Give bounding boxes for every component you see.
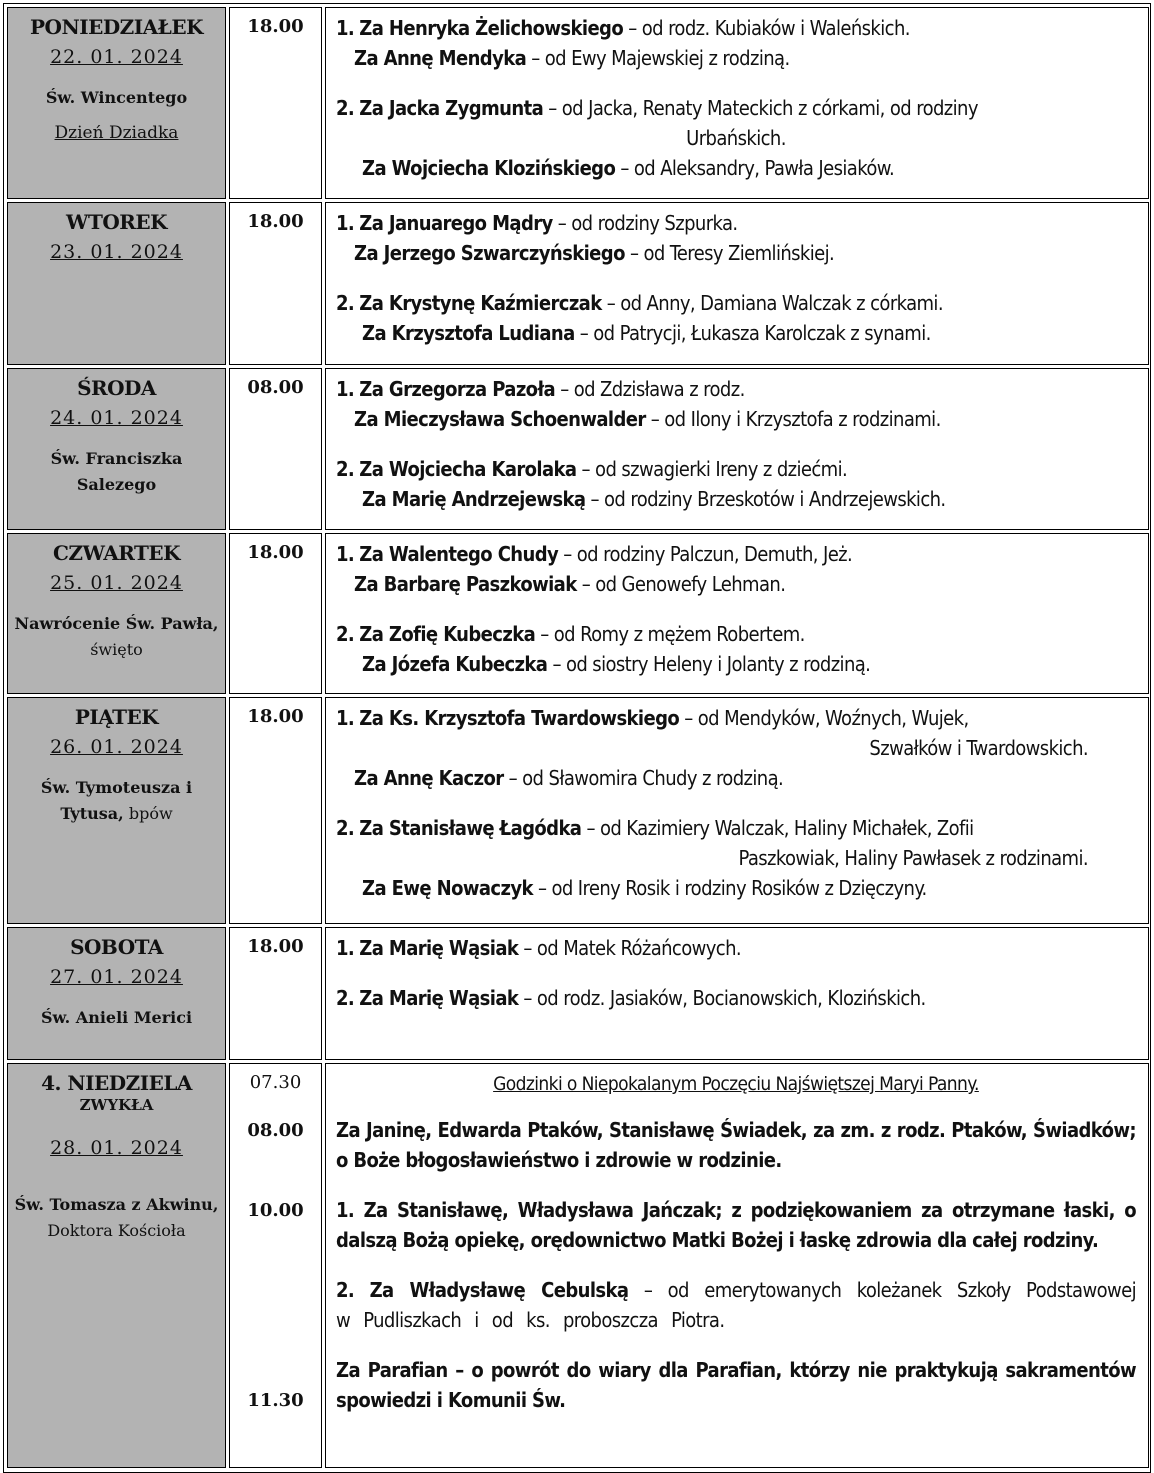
- intention-text: – od Anny, Damiana Walczak z córkami.: [601, 291, 943, 315]
- day-cell: [7, 697, 226, 924]
- saint-plain: bpów: [123, 804, 173, 823]
- day-name: ŚRODA: [77, 376, 156, 400]
- intention-line: [336, 404, 1136, 434]
- mass-time: 10.00: [247, 1200, 304, 1221]
- time-cell: [229, 368, 322, 530]
- intention-text: – od Aleksandry, Pawła Jesiaków.: [615, 156, 895, 180]
- day-name-sub: ZWYKŁA: [79, 1096, 154, 1114]
- intentions-cell: [325, 927, 1149, 1060]
- intention-line: [336, 649, 1136, 679]
- intention-text: – od Ewy Majewskiej z rodziną.: [526, 46, 790, 70]
- intention-text: – od szwagierki Ireny z dziećmi.: [576, 457, 848, 481]
- day-name: WTOREK: [65, 210, 167, 234]
- time-cell: [229, 533, 322, 694]
- mass-time: 08.00: [247, 377, 304, 398]
- intention-text: – od Ilony i Krzysztofa z rodzinami.: [645, 407, 941, 431]
- day-cell: [7, 927, 226, 1060]
- intention-text: – od Romy z mężem Robertem.: [535, 622, 805, 646]
- day-saint: [8, 1005, 225, 1031]
- intention-text: – od Kazimiery Walczak, Haliny Michałek, Zofii: [581, 816, 974, 840]
- schedule-row-day: [7, 533, 1149, 694]
- intention-name: Za Grzegorza Pazoła: [359, 377, 556, 401]
- mass-time: 18.00: [247, 542, 304, 563]
- intention-number: 1.: [336, 706, 355, 730]
- day-date: 23. 01. 2024: [50, 241, 183, 263]
- saint-name: Św. Wincentego: [45, 88, 188, 107]
- intention-name: Za Januarego Mądry: [359, 211, 553, 235]
- intention-text: – od Patrycji, Łukasza Karolczak z synami.: [574, 321, 931, 345]
- mass-time: 18.00: [247, 706, 304, 727]
- day-saint: [8, 611, 225, 663]
- saint-plain: Doktora Kościoła: [47, 1221, 186, 1240]
- intention-name: Za Krzysztofa Ludiana: [362, 321, 575, 345]
- day-name: 4. NIEDZIELA: [41, 1071, 192, 1095]
- intention-name: Za Marię Andrzejewską: [362, 487, 586, 511]
- intention-number: 2.: [336, 622, 355, 646]
- intention-text: – od rodziny Palczun, Demuth, Jeż.: [558, 542, 853, 566]
- day-name: SOBOTA: [70, 935, 163, 959]
- day-cell: [7, 7, 226, 199]
- intention-line: [336, 619, 1136, 649]
- intention-text: – od rodziny Szpurka.: [552, 211, 738, 235]
- intention-1130: Za Parafian – o powrót do wiary dla Parafian, którzy nie praktykują sakramentów spowiedzi i Komunii Św.: [336, 1358, 1136, 1412]
- mass-time: 07.30: [249, 1072, 302, 1093]
- intention-0800: Za Janinę, Edwarda Ptaków, Stanisławę Świadek, za zm. z rodz. Ptaków, Świadków; o Boże błogosławieństwo i zdrowie w rodzinie.: [336, 1118, 1136, 1172]
- intention-text: – od Teresy Ziemlińskiej.: [624, 241, 835, 265]
- day-cell-sunday: [7, 1063, 226, 1468]
- intention-line: [336, 93, 1136, 123]
- intention-name: Za Walentego Chudy: [359, 542, 559, 566]
- intention-line: [336, 374, 1136, 404]
- schedule-row-day: [7, 368, 1149, 530]
- intention-text: – od Sławomira Chudy z rodziną.: [503, 766, 784, 790]
- intention-number: 1.: [336, 542, 355, 566]
- intention-text: – od Mendyków, Woźnych, Wujek,: [679, 706, 969, 730]
- time-cell: [229, 697, 322, 924]
- saint-name: Św. Anieli Merici: [40, 1008, 193, 1027]
- mass-schedule-table: [4, 4, 1152, 1471]
- time-cell-sunday: [229, 1063, 322, 1468]
- intention-text: – od Zdzisława z rodz.: [555, 377, 745, 401]
- intention-1000-1: 1. Za Stanisławę, Władysława Jańczak; z podziękowaniem za otrzymane łaski, o dalszą Bożą opiekę, orędownictwo Matki Bożej i łaskę zdrowia dla całej rodziny.: [336, 1198, 1136, 1252]
- day-saint: [8, 1192, 225, 1244]
- intention-line: [336, 208, 1136, 238]
- mass-time: 11.30: [247, 1390, 304, 1411]
- intention-name: Za Mieczysława Schoenwalder: [354, 407, 646, 431]
- intention-text: – od siostry Heleny i Jolanty z rodziną.: [547, 652, 871, 676]
- intention-text: – od Jacka, Renaty Mateckich z córkami, od rodziny: [543, 96, 978, 120]
- intention-line: [336, 539, 1136, 569]
- intentions-cell: [325, 533, 1149, 694]
- intention-name: Za Barbarę Paszkowiak: [354, 572, 577, 596]
- intention-line: [336, 983, 1136, 1013]
- intention-line: [336, 13, 1136, 43]
- intention-number: 2.: [336, 457, 355, 481]
- intention-number: 2.: [336, 96, 355, 120]
- intention-line: [336, 43, 1136, 73]
- intention-line: [336, 703, 1136, 733]
- intention-line: [336, 933, 1136, 963]
- intentions-cell: [325, 368, 1149, 530]
- mass-time: 18.00: [247, 211, 304, 232]
- time-cell: [229, 7, 322, 199]
- schedule-row-sunday: [7, 1063, 1149, 1468]
- intention-line: [336, 569, 1136, 599]
- intention-name: Za Zofię Kubeczka: [359, 622, 536, 646]
- intention-name: Za Władysławę Cebulską: [369, 1278, 629, 1302]
- mass-time: 18.00: [247, 936, 304, 957]
- intention-name: Za Jerzego Szwarczyńskiego: [354, 241, 625, 265]
- intention-line: [336, 288, 1136, 318]
- saint-bold: Św. Tymoteusza i Tytusa,: [40, 778, 193, 823]
- intention-line: [336, 763, 1136, 793]
- day-saint: [8, 446, 225, 498]
- time-cell: [229, 202, 322, 365]
- intention-text: – od Genowefy Lehman.: [576, 572, 786, 596]
- mass-time: 08.00: [247, 1120, 304, 1141]
- intention-number: 2.: [336, 291, 355, 315]
- intention-continuation: Urbańskich.: [686, 126, 786, 150]
- intentions-cell: [325, 7, 1149, 199]
- intention-text: – od Ireny Rosik i rodziny Rosików z Dzięczyny.: [532, 876, 927, 900]
- intention-line: [336, 873, 1136, 903]
- intention-name: Za Wojciecha Klozińskiego: [362, 156, 616, 180]
- day-date: 22. 01. 2024: [50, 46, 183, 68]
- day-date: 27. 01. 2024: [50, 966, 183, 988]
- intention-line: [336, 318, 1136, 348]
- schedule-row-day: [7, 7, 1149, 199]
- intention-name: Za Annę Kaczor: [354, 766, 504, 790]
- day-date: 28. 01. 2024: [50, 1137, 183, 1159]
- intention-number: 2.: [336, 1278, 355, 1302]
- intention-line: [336, 484, 1136, 514]
- intention-name: Za Marię Wąsiak: [359, 986, 519, 1010]
- saint-plain: święto: [90, 640, 143, 659]
- intention-text: – od rodziny Brzeskotów i Andrzejewskich.: [585, 487, 946, 511]
- intention-name: Za Annę Mendyka: [354, 46, 527, 70]
- day-name: PIĄTEK: [74, 705, 159, 729]
- schedule-row-day: [7, 697, 1149, 924]
- intention-line: [336, 454, 1136, 484]
- intention-line: [336, 153, 1136, 183]
- intention-text: – od rodz. Jasiaków, Bocianowskich, Klozińskich.: [518, 986, 926, 1010]
- day-name: PONIEDZIAŁEK: [30, 15, 203, 39]
- intention-continuation: Paszkowiak, Haliny Pawłasek z rodzinami.: [738, 846, 1088, 870]
- intention-name: Za Ewę Nowaczyk: [362, 876, 533, 900]
- schedule-row-day: [7, 202, 1149, 365]
- day-cell: [7, 533, 226, 694]
- day-saint: [8, 85, 225, 111]
- intention-number: 1.: [336, 16, 355, 40]
- day-saint: [8, 775, 225, 827]
- intentions-cell-sunday: [325, 1063, 1149, 1468]
- intention-name: Za Krystynę Kaźmierczak: [359, 291, 602, 315]
- intention-name: Za Wojciecha Karolaka: [359, 457, 577, 481]
- intentions-cell: [325, 202, 1149, 365]
- intention-text: – od Matek Różańcowych.: [518, 936, 741, 960]
- intention-line: [336, 813, 1136, 843]
- intention-name: Za Jacka Zygmunta: [359, 96, 544, 120]
- intention-number: 1.: [336, 377, 355, 401]
- day-note: Dzień Dziadka: [54, 123, 179, 143]
- day-cell: [7, 202, 226, 365]
- intention-1000-2: [336, 1275, 1136, 1335]
- intention-name: Za Marię Wąsiak: [359, 936, 519, 960]
- intention-name: Za Józefa Kubeczka: [362, 652, 548, 676]
- day-date: 25. 01. 2024: [50, 572, 183, 594]
- intentions-cell: [325, 697, 1149, 924]
- devotion-title: Godzinki o Niepokalanym Poczęciu Najświętszej Maryi Panny.: [493, 1073, 979, 1095]
- saint-bold: Nawrócenie Św. Pawła,: [14, 614, 219, 633]
- schedule-row-day: [7, 927, 1149, 1060]
- intention-text: – od rodz. Kubiaków i Waleńskich.: [623, 16, 910, 40]
- intention-name: Za Ks. Krzysztofa Twardowskiego: [359, 706, 680, 730]
- intention-line: [336, 238, 1136, 268]
- intention-continuation: Szwałków i Twardowskich.: [869, 736, 1088, 760]
- intention-text: – od emerytowanych koleżanek Szkoły Podstawowej w Pudliszkach i od ks. proboszcza Piotra.: [336, 1278, 1136, 1332]
- time-cell: [229, 927, 322, 1060]
- saint-name: Św. Franciszka Salezego: [50, 449, 183, 494]
- intention-name: Za Henryka Żelichowskiego: [359, 16, 624, 40]
- mass-time: 18.00: [247, 16, 304, 37]
- day-date: 24. 01. 2024: [50, 407, 183, 429]
- intention-name: Za Stanisławę Łagódka: [359, 816, 582, 840]
- day-name: CZWARTEK: [53, 541, 180, 565]
- saint-bold: Św. Tomasza z Akwinu,: [14, 1195, 219, 1214]
- intention-number: 2.: [336, 816, 355, 840]
- intention-number: 1.: [336, 211, 355, 235]
- day-cell: [7, 368, 226, 530]
- day-date: 26. 01. 2024: [50, 736, 183, 758]
- intention-number: 2.: [336, 986, 355, 1010]
- intention-number: 1.: [336, 936, 355, 960]
